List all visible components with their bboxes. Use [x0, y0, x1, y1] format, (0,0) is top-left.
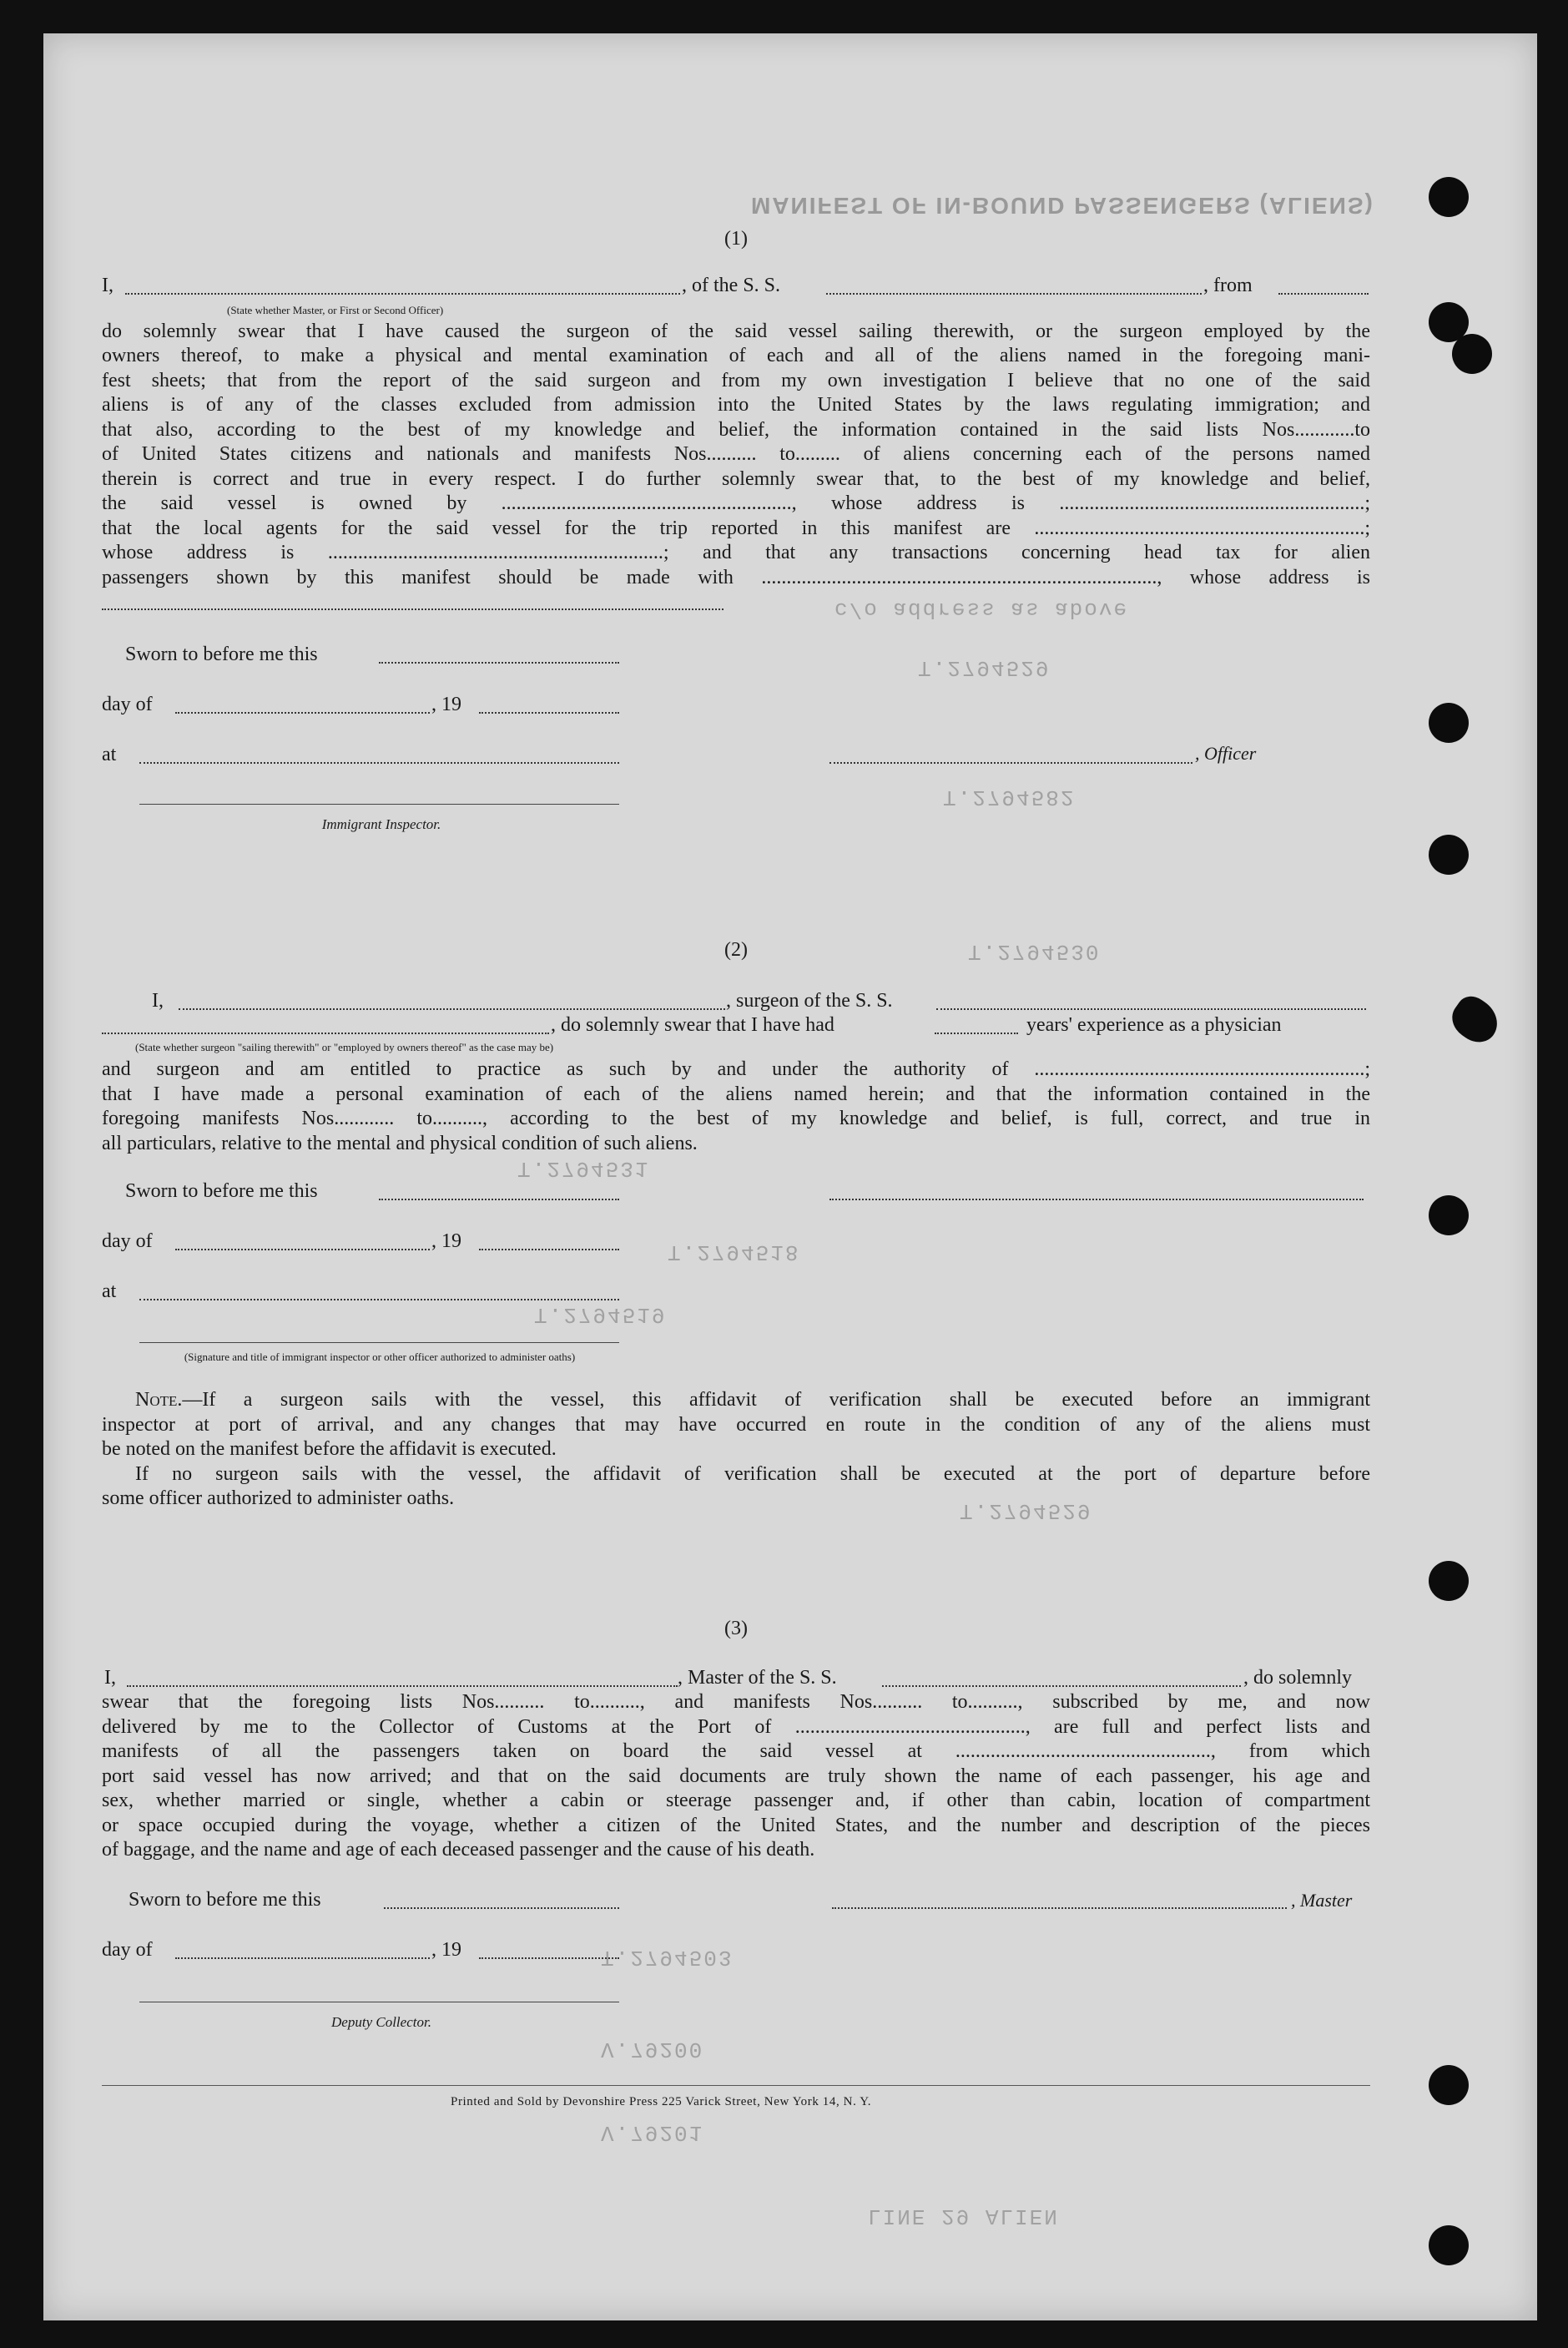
surgeon-status-note: (State whether surgeon "sailing therewith" or "employed by owners thereof" as the case may be) — [135, 1041, 554, 1053]
section-3-master-label: , Master of the S. S. — [678, 1667, 837, 1689]
section-3-day-of-label: day of — [102, 1939, 153, 1961]
bleed-through-heading: MANIFEST OF IN-BOUND PASSENGERS (ALIENS) — [751, 193, 1374, 219]
section-2-number: (2) — [724, 939, 748, 961]
section-2-experience-label: years' experience as a physician — [1026, 1014, 1282, 1036]
surgeon-name-field[interactable] — [179, 1007, 725, 1010]
punch-hole — [1429, 2065, 1469, 2105]
bleed-through-text: c/o address as above — [834, 597, 1129, 622]
punch-hole — [1429, 835, 1469, 875]
master-label: , Master — [1291, 1890, 1353, 1911]
section-3-sworn-date-field[interactable] — [384, 1906, 619, 1909]
section-2-surgeon-label: , surgeon of the S. S. — [726, 990, 893, 1012]
section-1-body-line: fest sheets; that from the report of the said surgeon and from my own investigation I believe that no one of the said — [102, 370, 1370, 391]
punch-hole — [1429, 703, 1469, 743]
note-line: some officer authorized to administer oaths. — [102, 1487, 455, 1509]
section-1-body-line: whose address is ...................................................................; and that any transactions concerning head tax for alien — [102, 542, 1370, 563]
bleed-through-text: T.2794529 — [960, 1498, 1092, 1523]
section-1-place-field[interactable] — [139, 761, 619, 764]
bleed-through-text: T.2794518 — [668, 1240, 800, 1265]
section-2-year-field[interactable] — [479, 1248, 619, 1250]
vessel-name-field[interactable] — [826, 292, 1202, 295]
punch-hole — [1429, 177, 1469, 217]
section-3-body-line: of baggage, and the name and age of each deceased passenger and the cause of his death. — [102, 1839, 815, 1861]
punch-hole — [1452, 334, 1492, 374]
section-2-vessel-field[interactable] — [936, 1007, 1366, 1010]
master-title-note: (State whether Master, or First or Second Officer) — [227, 304, 444, 316]
bleed-through-text: T.2794531 — [517, 1156, 650, 1181]
section-1-body-line: that also, according to the best of my knowledge and belief, the information contained in the said lists Nos............to — [102, 419, 1370, 441]
deputy-collector-signature-line[interactable] — [139, 2001, 619, 2002]
section-1-from-label: , from — [1203, 275, 1253, 296]
master-name-field[interactable] — [125, 292, 680, 295]
section-2-body-line: that I have made a personal examination of each of the aliens named herein; and that the information contained in the — [102, 1083, 1370, 1105]
surgeon-status-field[interactable] — [102, 1032, 549, 1034]
officer-label: , Officer — [1195, 743, 1257, 764]
section-3-number: (3) — [724, 1618, 748, 1639]
master-signature-field[interactable] — [832, 1906, 1287, 1909]
bleed-through-text: T.2794519 — [534, 1302, 667, 1327]
note-line: inspector at port of arrival, and any changes that may have occurred en route in the condition of any of the aliens must — [102, 1414, 1370, 1436]
section-2-sworn-date-field[interactable] — [379, 1198, 619, 1200]
section-1-body-line: therein is correct and true in every respect. I do further solemnly swear that, to the best of my knowledge and belief, — [102, 468, 1370, 490]
section-1-year-label: , 19 — [431, 694, 461, 715]
section-1-opening-line — [102, 274, 1370, 299]
immigrant-inspector-caption: Immigrant Inspector. — [321, 816, 441, 832]
bleed-through-text: T.2794530 — [968, 939, 1101, 964]
years-experience-field[interactable] — [935, 1032, 1018, 1034]
section-1-year-field[interactable] — [479, 711, 619, 714]
section-3-solemnly-label: , do solemnly — [1243, 1667, 1352, 1689]
section-2-swear-label: , do solemnly swear that I have had — [551, 1014, 834, 1036]
section-1-body-line: of United States citizens and nationals and manifests Nos.......... to......... of aliens concerning each of the persons named — [102, 443, 1370, 465]
section-3-body-line: manifests of all the passengers taken on board the said vessel at ..................................................., from which — [102, 1740, 1370, 1762]
note-text: —If a surgeon sails with the vessel, this affidavit of verification shall be executed before an immigrant — [182, 1389, 1370, 1411]
section-1-body-line: aliens is of any of the classes excluded from admission into the United States by the laws regulating immigration; and — [102, 394, 1370, 416]
note-label: Note. — [135, 1389, 183, 1411]
deputy-collector-caption: Deputy Collector. — [331, 2014, 431, 2030]
section-2-body-line: foregoing manifests Nos............ to.........., according to the best of my knowledge and belief, is full, correct, and true in — [102, 1108, 1370, 1129]
section-1-ss-label: , of the S. S. — [682, 275, 781, 296]
section-1-body-line: owners thereof, to make a physical and mental examination of each and all of the aliens named in the foregoing mani- — [102, 345, 1370, 366]
surgeon-signature-field[interactable] — [829, 1198, 1364, 1200]
section-3-body-line: swear that the foregoing lists Nos.......... to.........., and manifests Nos.......... to.........., subscribed by me, and now — [102, 1691, 1370, 1713]
departure-port-field[interactable] — [1278, 292, 1369, 295]
bleed-through-text: LINE 29 ALIEN — [868, 2204, 1059, 2229]
section-1-body-line: do solemnly swear that I have caused the surgeon of the said vessel sailing therewith, or the surgeon employed by the — [102, 321, 1370, 342]
section-2-at-label: at — [102, 1280, 117, 1302]
note-line: be noted on the manifest before the affidavit is executed. — [102, 1438, 557, 1460]
bleed-through-text: T.2794529 — [918, 655, 1051, 680]
section-2-i: I, — [152, 990, 164, 1012]
head-tax-address-field[interactable] — [102, 608, 723, 610]
bleed-through-text: V.79200 — [601, 2037, 704, 2062]
section-2-day-of-label: day of — [102, 1230, 153, 1252]
section-3-body-line: port said vessel has now arrived; and that on the said documents are truly shown the name of each passenger, his age and — [102, 1765, 1370, 1787]
section-1-sworn-label: Sworn to before me this — [125, 644, 318, 665]
section-3-sworn-label: Sworn to before me this — [129, 1889, 321, 1911]
section-1-body-line: the said vessel is owned by .........................................................., whose address is .............................................................; — [102, 492, 1370, 514]
bleed-through-text: T.2794582 — [943, 785, 1076, 810]
punch-hole — [1429, 1195, 1469, 1235]
punch-hole — [1429, 1561, 1469, 1601]
section-3-body-line: delivered by me to the Collector of Customs at the Port of .............................................., are full and perfect lists and — [102, 1716, 1370, 1738]
section-1-i: I, — [102, 275, 113, 296]
section-3-master-name-field[interactable] — [127, 1684, 678, 1687]
section-2-place-field[interactable] — [139, 1298, 619, 1300]
bleed-through-text: V.79201 — [601, 2120, 704, 2145]
officer-signature-field[interactable] — [829, 761, 1192, 764]
section-2-official-signature-line[interactable] — [139, 1341, 619, 1343]
section-1-day-of-label: day of — [102, 694, 153, 715]
footer-rule — [102, 2084, 1370, 2086]
section-2-body-line: and surgeon and am entitled to practice as such by and under the authority of ..................................................................; — [102, 1058, 1370, 1080]
section-1-body-line: that the local agents for the said vessel for the trip reported in this manifest are ..................................................................; — [102, 518, 1370, 539]
inspector-signature-line[interactable] — [139, 803, 619, 805]
section-3-month-field[interactable] — [175, 1957, 430, 1959]
section-3-year-field[interactable] — [479, 1957, 619, 1959]
section-1-body-line: passengers shown by this manifest should be made with ..............................................................................., whose address is — [102, 567, 1370, 588]
section-1-month-field[interactable] — [175, 711, 430, 714]
section-3-body-line: or space occupied during the voyage, whether a citizen of the United States, and the number and description of the pieces — [102, 1815, 1370, 1836]
bleed-through-text: T.2794503 — [601, 1945, 734, 1970]
section-3-body-line: sex, whether married or single, whether a cabin or steerage passenger and, if other than cabin, location of compartment — [102, 1790, 1370, 1811]
section-2-month-field[interactable] — [175, 1248, 430, 1250]
section-2-sworn-label: Sworn to before me this — [125, 1180, 318, 1202]
section-1-at-label: at — [102, 744, 117, 765]
section-3-year-label: , 19 — [431, 1939, 461, 1961]
section-1-sworn-date-field[interactable] — [379, 661, 619, 664]
section-2-year-label: , 19 — [431, 1230, 461, 1252]
note-line: If no surgeon sails with the vessel, the affidavit of verification shall be executed at the port of departure before — [135, 1463, 1370, 1485]
punch-hole — [1429, 2225, 1469, 2265]
official-signature-note: (Signature and title of immigrant inspector or other officer authorized to administer oaths) — [184, 1351, 576, 1363]
note-line — [135, 1388, 1370, 1413]
section-3-vessel-field[interactable] — [882, 1684, 1241, 1687]
section-2-body-line: all particulars, relative to the mental and physical condition of such aliens. — [102, 1133, 698, 1154]
printer-credit: Printed and Sold by Devonshire Press 225 Varick Street, New York 14, N. Y. — [451, 2095, 872, 2108]
section-1-number: (1) — [724, 228, 748, 250]
section-3-i: I, — [104, 1667, 116, 1689]
